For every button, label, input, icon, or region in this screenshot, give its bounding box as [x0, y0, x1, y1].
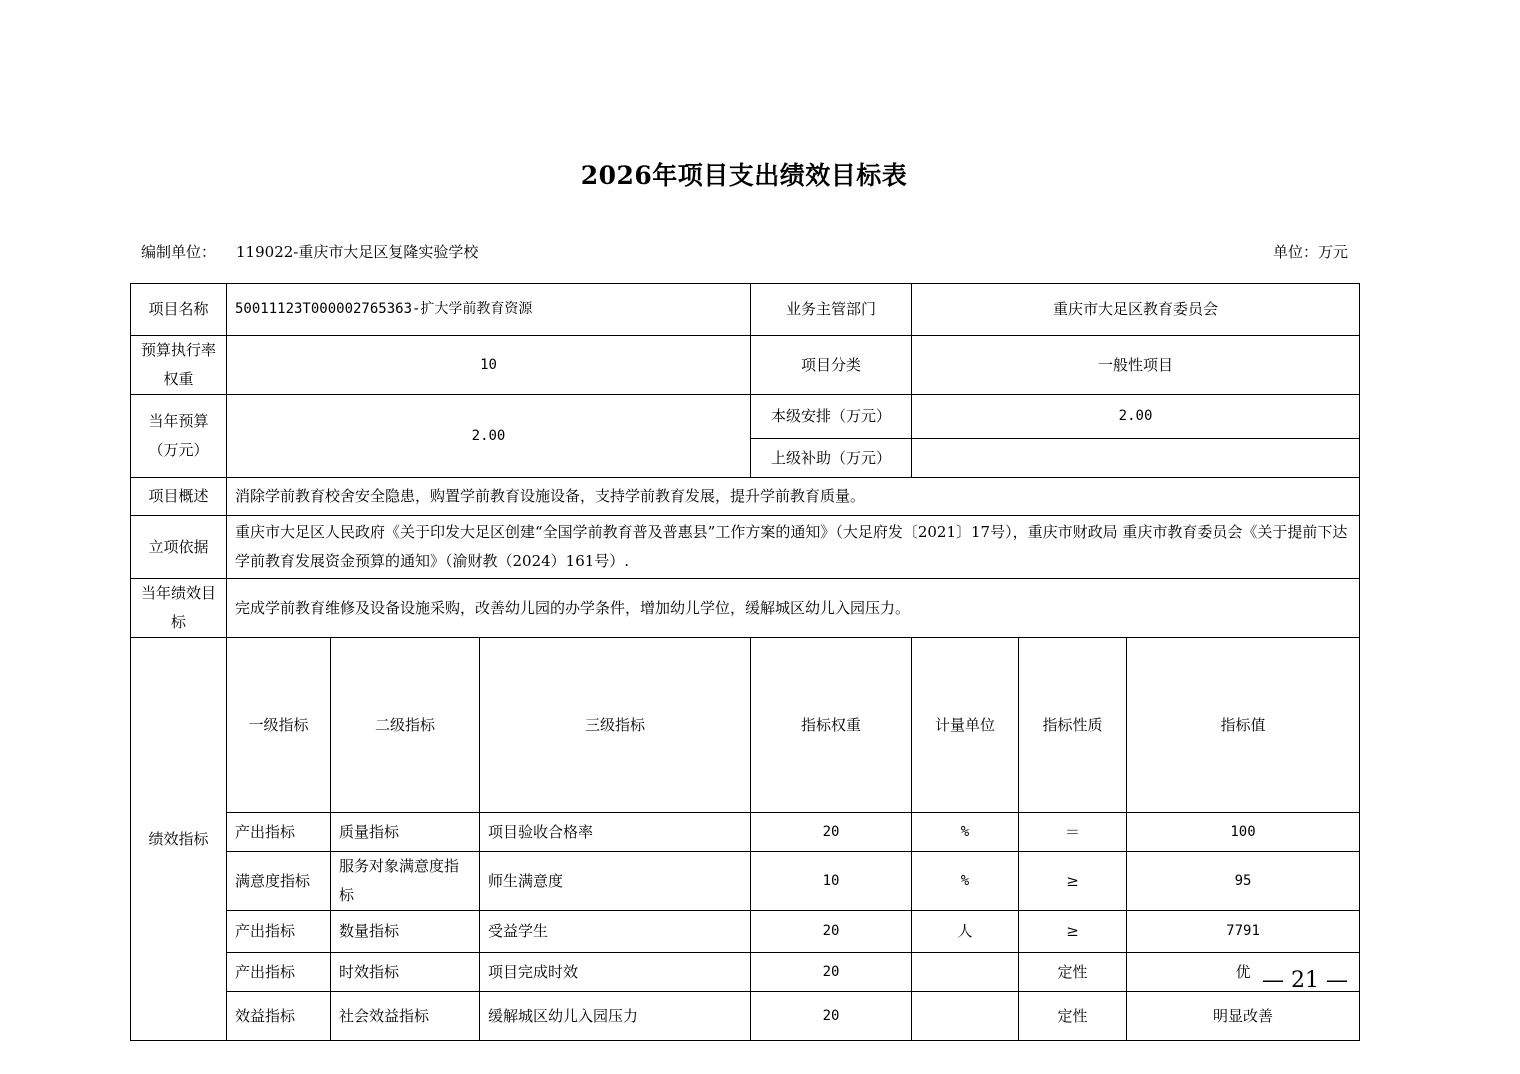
level2-cell: 时效指标: [331, 953, 480, 992]
table-row: [131, 579, 1360, 638]
level1-cell: 满意度指标: [227, 852, 331, 911]
table-row: [131, 395, 1360, 439]
page-number: — 21 —: [1262, 968, 1348, 993]
indicator-row: [131, 992, 1360, 1041]
indicator-row: [131, 953, 1360, 992]
currency-unit: 单位：万元: [1272, 243, 1348, 261]
nature-cell: ≥: [1019, 911, 1127, 953]
value-cell: 明显改善: [1127, 992, 1360, 1041]
level3-cell: 师生满意度: [480, 852, 751, 911]
local-arrangement-label: 本级安排（万元）: [751, 395, 912, 439]
header-nature: 指标性质: [1019, 638, 1127, 813]
indicator-row: [131, 813, 1360, 852]
weight-cell: 20: [751, 911, 912, 953]
goal-label: 当年绩效目标: [131, 579, 227, 638]
project-name-label: 项目名称: [131, 284, 227, 336]
level2-cell: 质量指标: [331, 813, 480, 852]
header-level1: 一级指标: [227, 638, 331, 813]
indicators-section-label: 绩效指标: [131, 638, 227, 1041]
dept-value: 重庆市大足区教育委员会: [912, 284, 1360, 336]
basis-value: 重庆市大足区人民政府《关于印发大足区创建“全国学前教育普及普惠县”工作方案的通知》（大足府发〔2021〕17号），重庆市财政局 重庆市教育委员会《关于提前下达学前教育发展资金预算的通知》（渝财教（2024）161号）.: [227, 516, 1360, 579]
summary-label: 项目概述: [131, 478, 227, 516]
unit-cell: %: [912, 813, 1019, 852]
unit-cell: [912, 953, 1019, 992]
indicator-row: [131, 852, 1360, 911]
table-row: [131, 336, 1360, 395]
table-row: [131, 284, 1360, 336]
value-cell: 95: [1127, 852, 1360, 911]
level2-cell: 社会效益指标: [331, 992, 480, 1041]
performance-target-table: [130, 283, 1360, 1041]
header-level3: 三级指标: [480, 638, 751, 813]
category-value: 一般性项目: [912, 336, 1360, 395]
project-name-value: 50011123T000002765363-扩大学前教育资源: [227, 284, 751, 336]
compiling-unit-value: 119022-重庆市大足区复隆实验学校: [236, 243, 479, 261]
level1-cell: 效益指标: [227, 992, 331, 1041]
weight-cell: 20: [751, 813, 912, 852]
header-unit: 计量单位: [912, 638, 1019, 813]
unit-cell: [912, 992, 1019, 1041]
level3-cell: 缓解城区幼儿入园压力: [480, 992, 751, 1041]
weight-cell: 10: [751, 852, 912, 911]
header-level2: 二级指标: [331, 638, 480, 813]
budget-value: 2.00: [227, 395, 751, 478]
summary-value: 消除学前教育校舍安全隐患，购置学前教育设施设备，支持学前教育发展，提升学前教育质量。: [227, 478, 1360, 516]
indicator-header-row: [131, 638, 1360, 813]
level2-cell: 服务对象满意度指标: [331, 852, 480, 911]
table-row: [131, 478, 1360, 516]
level3-cell: 项目验收合格率: [480, 813, 751, 852]
indicator-row: [131, 911, 1360, 953]
header-value: 指标值: [1127, 638, 1360, 813]
weight-cell: 20: [751, 953, 912, 992]
upper-subsidy-value: [912, 439, 1360, 478]
nature-cell: ≥: [1019, 852, 1127, 911]
table-row: [131, 516, 1360, 579]
value-cell: 7791: [1127, 911, 1360, 953]
nature-cell: 定性: [1019, 953, 1127, 992]
weight-value: 10: [227, 336, 751, 395]
category-label: 项目分类: [751, 336, 912, 395]
page-title: 2026年项目支出绩效目标表: [580, 161, 908, 190]
level3-cell: 受益学生: [480, 911, 751, 953]
nature-cell: 定性: [1019, 992, 1127, 1041]
level1-cell: 产出指标: [227, 813, 331, 852]
local-arrangement-value: 2.00: [912, 395, 1360, 439]
value-cell: 100: [1127, 813, 1360, 852]
header-weight: 指标权重: [751, 638, 912, 813]
weight-cell: 20: [751, 992, 912, 1041]
basis-label: 立项依据: [131, 516, 227, 579]
level2-cell: 数量指标: [331, 911, 480, 953]
unit-cell: 人: [912, 911, 1019, 953]
unit-cell: %: [912, 852, 1019, 911]
level1-cell: 产出指标: [227, 953, 331, 992]
level3-cell: 项目完成时效: [480, 953, 751, 992]
nature-cell: ＝: [1019, 813, 1127, 852]
level1-cell: 产出指标: [227, 911, 331, 953]
compiling-unit-label: 编制单位：: [141, 243, 217, 261]
compiling-unit: [141, 241, 478, 262]
budget-label: 当年预算（万元）: [131, 395, 227, 478]
weight-label: 预算执行率权重: [131, 336, 227, 395]
value-cell: 优: [1127, 953, 1360, 992]
goal-value: 完成学前教育维修及设备设施采购，改善幼儿园的办学条件，增加幼儿学位，缓解城区幼儿入园压力。: [227, 579, 1360, 638]
upper-subsidy-label: 上级补助（万元）: [751, 439, 912, 478]
dept-label: 业务主管部门: [751, 284, 912, 336]
